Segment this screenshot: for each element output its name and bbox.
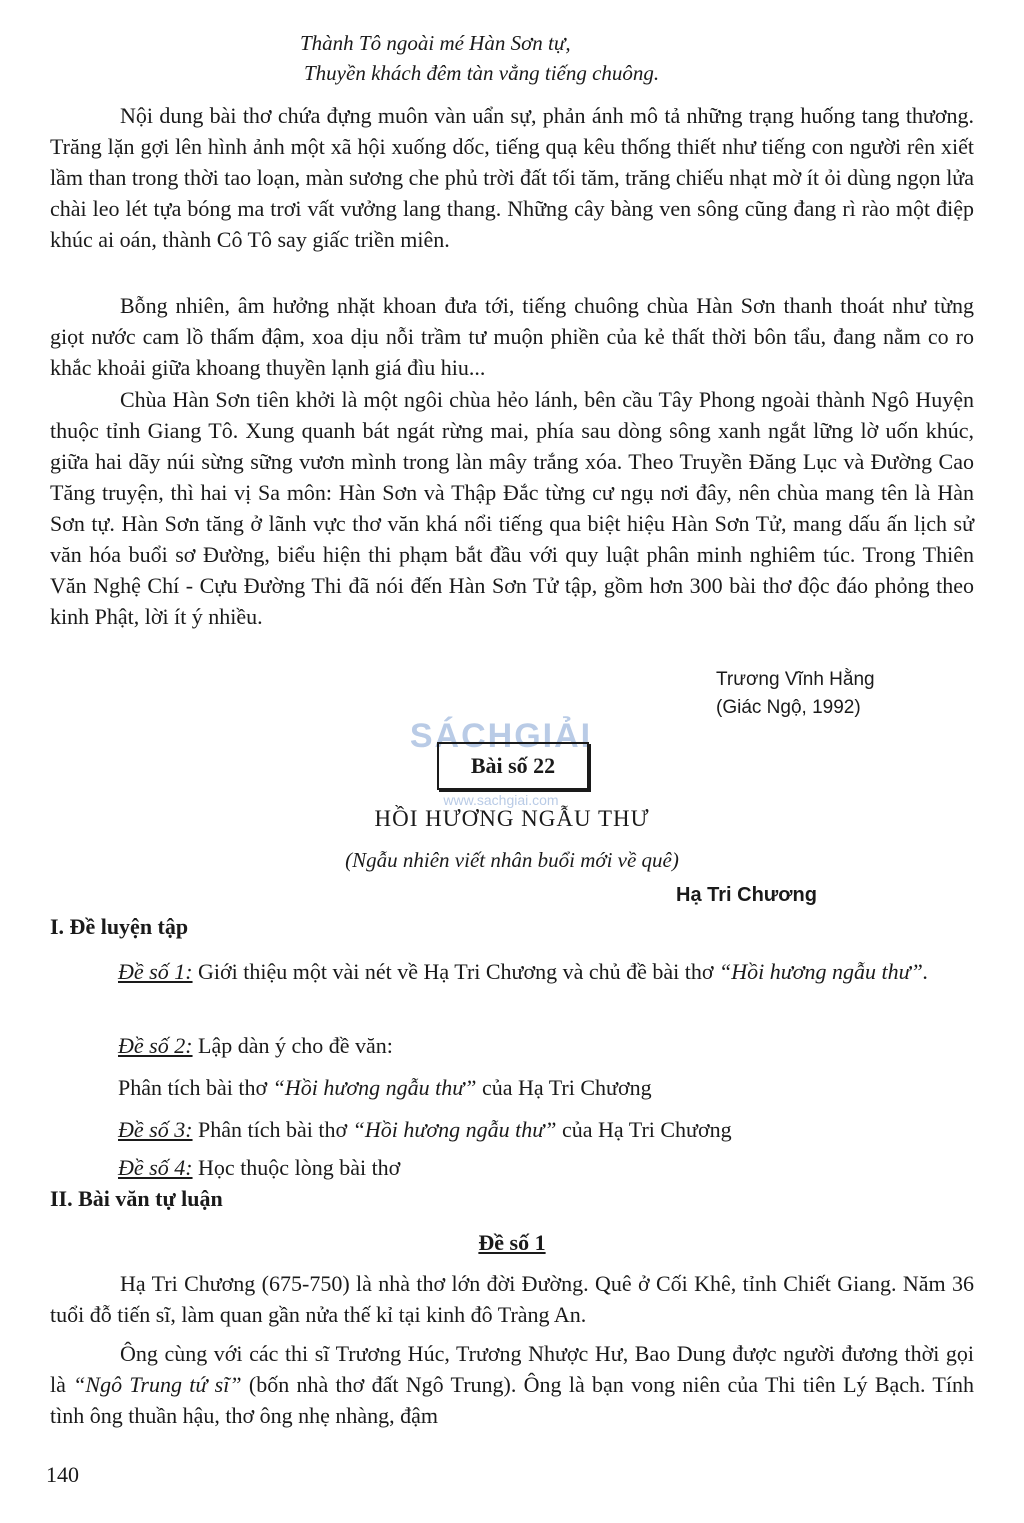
exercise-2 [50,1030,974,1061]
page-number: 140 [46,1462,79,1487]
watermark-logo: SÁCHGIẢI [409,717,593,755]
paragraph-content [50,100,974,261]
exercise-1 [50,956,974,987]
paragraph-text-part: (bốn nhà thơ đất Ngô Trung). Ông là bạn vong niên của Thi tiên Lý Bạch. Tính tình ông thuần hậu, thơ ông nhẹ nhàng, đậm [50,1372,974,1428]
poem-name-ref: “Hồi hương ngẫu thư” [352,1117,557,1142]
paragraph-text: Hạ Tri Chương (675-750) là nhà thơ lớn đời Đường. Quê ở Cối Khê, tỉnh Chiết Giang. Năm 36 tuổi đỗ tiến sĩ, làm quan gần nửa thế kỉ tại kinh đô Tràng An. [50,1271,974,1327]
paragraph-text: Nội dung bài thơ chứa đựng muôn vàn uẩn sự, phản ánh mô tả những trạng huống tang thương. Trăng lặn gợi lên hình ảnh một xã hội xuống dốc, tiếng quạ kêu thống thiết như tiếng con người rên xiết lầm than trong thời tao loạn, màn sương che phủ trời đất tối tăm, trăng chiếu nhạt mờ ít ỏi dùng ngọn lửa chài leo lét tựa bóng ma trơi vất vưởng lang thang. Những cây bàng ven sông cũng đang rì rào một điệp khúc ai oán, thành Cô Tô say giấc triền miên. [50,103,974,252]
exercise-text: của Hạ Tri Chương [556,1117,732,1142]
exercise-text: của Hạ Tri Chương [476,1075,652,1100]
section-heading-practice: I. Đề luyện tập [50,914,189,939]
poem-excerpt [300,28,659,88]
poem-name-ref: “Hồi hương ngẫu thư” [272,1075,477,1100]
exercise-ref: Đề số 4: [118,1155,193,1180]
author-credit [716,666,875,722]
paragraph-biography [50,1268,974,1336]
poet-name: Hạ Tri Chương [676,884,817,906]
exercise-title: Đề số 1 [478,1230,546,1255]
poem-line-2: Thuyền khách đêm tàn vẳng tiếng chuông. [304,61,660,85]
paragraph-text: Chùa Hàn Sơn tiên khởi là một ngôi chùa hẻo lánh, bên cầu Tây Phong ngoài thành Ngô Huyện thuộc tỉnh Giang Tô. Xung quanh bát ngát rừng mai, phía sau dòng sông xanh ngắt lững lờ uốn khúc, giữa hai dãy núi sừng sững vươn mình trong làn mây trắng xóa. Theo Truyền Đăng Lục và Đường Cao Tăng truyện, thì hai vị Sa môn: Hàn Sơn và Thập Đắc từng cư ngụ nơi đây, nên chùa mang tên là Hàn Sơn tự. Hàn Sơn tăng ở lãnh vực thơ văn khá nổi tiếng qua biệt hiệu Hàn Sơn Tử, mang dấu ấn lịch sử văn hóa buổi sơ Đường, biểu hiện thi phạm bắt đầu với quy luật phân minh nghiêm túc. Trong Thiên Văn Nghệ Chí - Cựu Đường Thi đã nói đến Hàn Sơn Tử tập, gồm hơn 300 bài thơ độc đáo phỏng theo kinh Phật, lời ít ý nhiều. [50,387,974,629]
exercise-4 [50,1152,974,1183]
poem-title: HỒI HƯƠNG NGẪU THƯ [374,806,650,831]
paragraph-text-part: Ông cùng với các thi sĩ Trương Húc, Trương Nhược Hư, Bao Dung được người đương thời gọi là [50,1341,974,1397]
exercise-2-topic [50,1072,974,1103]
lesson-label: Bài số 22 [470,753,556,778]
exercise-text: Giới thiệu một vài nét về Hạ Tri Chương và chủ đề bài thơ [192,959,720,984]
exercise-ref: Đề số 3: [118,1117,193,1142]
credit-author: Trương Vĩnh Hằng [716,669,875,690]
lesson-label-box [437,742,589,790]
poem-subtitle: (Ngẫu nhiên viết nhân buổi mới về quê) [345,848,679,872]
exercise-text: Học thuộc lòng bài thơ [192,1155,401,1180]
watermark-url: www.sachgiai.com [443,792,559,808]
exercise-3 [50,1114,974,1145]
paragraph-text: Bỗng nhiên, âm hưởng nhặt khoan đưa tới, tiếng chuông chùa Hàn Sơn thanh thoát như từng giọt nước cam lồ thấm đậm, xoa dịu nỗi trầm tư muộn phiền của kẻ thất thời bôn tẩu, đang nằm co ro khắc khoải giữa khoang thuyền lạnh giá đìu hiu... [50,293,974,380]
paragraph-bell [50,290,974,389]
paragraph-italic: “Ngô Trung tứ sĩ” [73,1372,242,1397]
poem-line-1: Thành Tô ngoài mé Hàn Sơn tự, [300,31,571,55]
poem-name-ref: “Hồi hương ngẫu thư”. [719,959,929,984]
exercise-ref: Đề số 2: [118,1033,193,1058]
credit-source: (Giác Ngộ, 1992) [716,697,861,718]
paragraph-text [50,1338,974,1431]
paragraph-friends [50,1338,974,1437]
exercise-text: Phân tích bài thơ [192,1117,353,1142]
section-heading-essay: II. Bài văn tự luận [50,1186,223,1211]
exercise-text: Phân tích bài thơ [118,1075,273,1100]
exercise-ref: Đề số 1: [118,959,193,984]
paragraph-temple [50,384,974,638]
exercise-text: Lập dàn ý cho đề văn: [192,1033,393,1058]
